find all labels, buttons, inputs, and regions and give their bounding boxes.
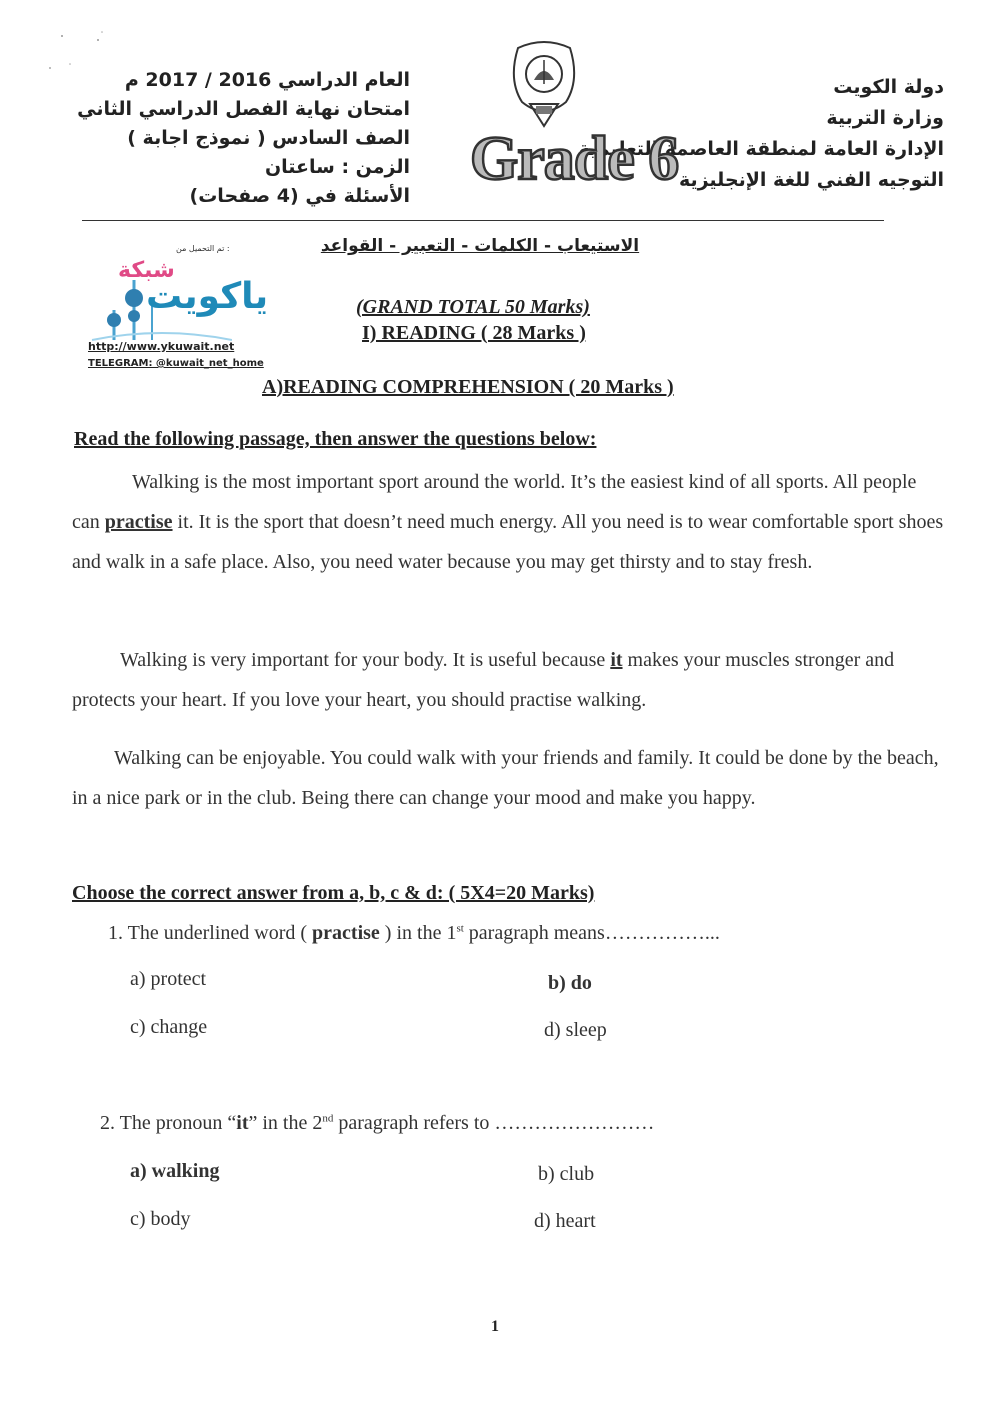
country-name: دولة الكويت (833, 76, 944, 98)
p2-underlined-word: it (610, 649, 623, 671)
q1-option-a: a) protect (130, 968, 207, 990)
question-1-stem (108, 922, 720, 945)
p1-underlined-word: practise (104, 511, 173, 533)
reading-title: I) READING ( 28 Marks ) (362, 322, 586, 344)
p1-text-a: Walking is the most important sport around the world. It’s the easiest kind of all sports. All people can (72, 471, 917, 533)
q2-option-d: d) heart (534, 1210, 596, 1232)
exam-time: الزمن : ساعتان (264, 156, 410, 178)
q1-option-b: b) do (548, 972, 592, 994)
q1-sup: st (456, 922, 464, 935)
logo-name-2: ياكويت (146, 276, 269, 317)
p2-text-a: Walking is very important for your body. It is useful because (120, 649, 611, 671)
supervision-name: التوجيه الفني للغة الإنجليزية (678, 169, 944, 191)
question-2-stem (100, 1112, 654, 1135)
logo-name-1: شبكة (118, 258, 175, 283)
q1-stem-b: ) in the 1 (379, 922, 457, 944)
comprehension-title: A)READING COMPREHENSION ( 20 Marks ) (262, 376, 674, 398)
passage-paragraph-2 (72, 640, 944, 720)
p3-text: Walking can be enjoyable. You could walk with your friends and family. It could be done by the beach, in a nice park or in the club. Being there can change your mood and make you happy. (72, 747, 939, 809)
q1-option-d: d) sleep (544, 1019, 607, 1041)
p2-text-b: makes your muscles stronger and protects your heart. If you love your heart, you should practise walking. (72, 649, 895, 711)
q2-option-c: c) body (130, 1208, 191, 1230)
grade-label: Grade 6 (470, 125, 679, 193)
choose-heading: Choose the correct answer from a, b, c & d: ( 5X4=20 Marks) (72, 882, 595, 904)
p1-text-b: it. It is the sport that doesn’t need much energy. All you need is to wear comfortable sport shoes and walk in a safe place. Also, you need water because you may get thirsty and to stay fresh. (72, 511, 944, 573)
logo-download-label: تم التحميل من : (176, 244, 230, 253)
ministry-name: وزارة التربية (826, 107, 944, 129)
passage-paragraph-1 (72, 462, 944, 582)
subjects-line: الاستيعاب - الكلمات - التعبير - القواعد (320, 236, 640, 256)
directorate-name: الإدارة العامة لمنطقة العاصمة التعليمية (578, 138, 944, 160)
logo-url[interactable]: http://www.ykuwait.net (88, 340, 235, 353)
kuwait-emblem (508, 40, 580, 128)
q2-stem-a: 2. The pronoun “ (100, 1112, 237, 1134)
q2-sup: nd (322, 1112, 334, 1125)
grade-level: الصف السادس ( نموذج اجابة ) (127, 127, 410, 149)
q2-option-a: a) walking (130, 1160, 220, 1182)
q1-keyword: practise (312, 922, 380, 944)
header-left (77, 66, 410, 211)
passage-paragraph-3 (72, 738, 944, 818)
q1-option-c: c) change (130, 1016, 208, 1038)
page-count: الأسئلة في (4 صفحات) (189, 185, 410, 207)
q1-stem-a: 1. The underlined word ( (108, 922, 313, 944)
q2-stem-b: ” in the 2 (248, 1112, 323, 1134)
q2-option-b: b) club (538, 1163, 595, 1185)
passage-instruction: Read the following passage, then answer the questions below: (74, 428, 597, 450)
q2-keyword: it (236, 1112, 249, 1134)
exam-name: امتحان نهاية الفصل الدراسي الثاني (77, 98, 410, 120)
grand-total-title: (GRAND TOTAL 50 Marks) (356, 296, 590, 318)
header-divider (82, 220, 884, 221)
q2-stem-c: paragraph refers to …………………… (333, 1112, 655, 1134)
page-number: 1 (491, 1318, 499, 1335)
academic-year: العام الدراسي 2016 / 2017 م (124, 69, 410, 91)
q1-stem-c: paragraph means……………... (463, 922, 720, 944)
logo-telegram: TELEGRAM: @kuwait_net_home (88, 358, 264, 369)
